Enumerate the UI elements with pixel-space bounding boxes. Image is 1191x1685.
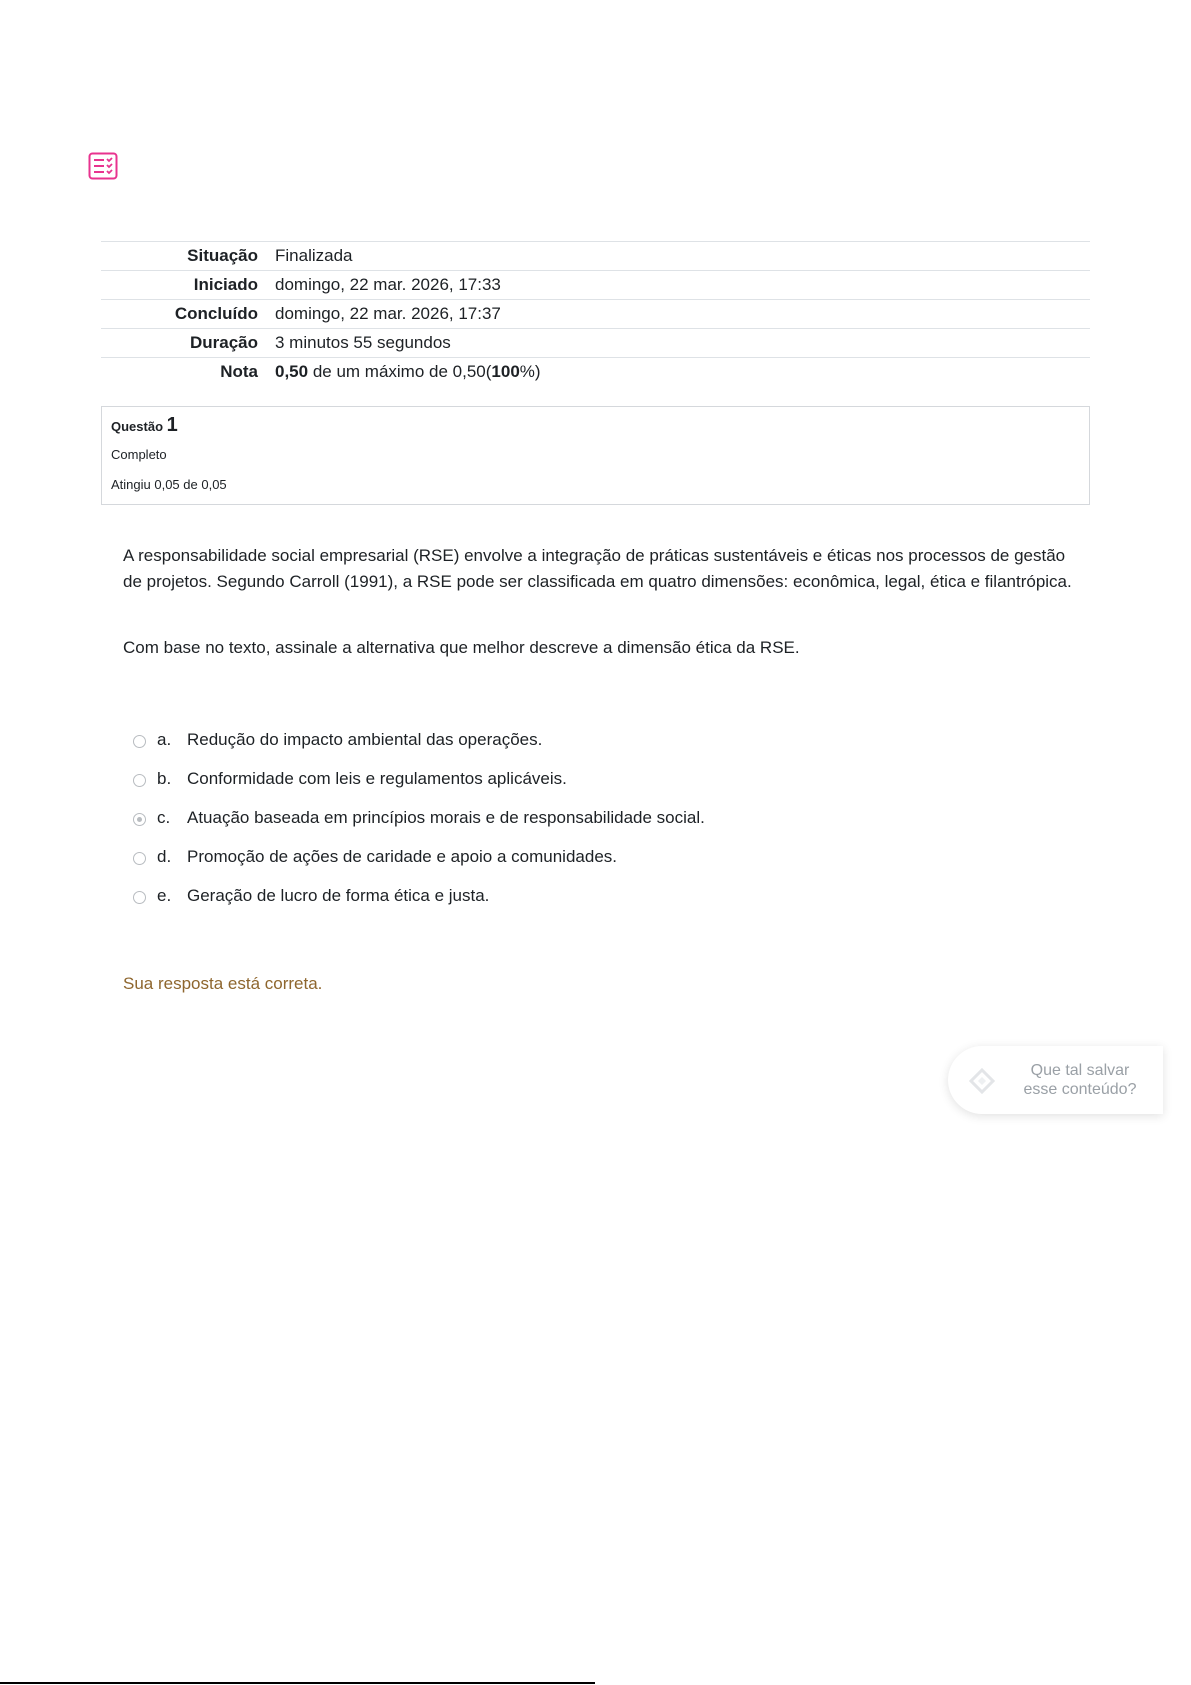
save-widget-text <box>1010 1061 1150 1099</box>
radio-button[interactable] <box>133 774 146 787</box>
question-number-value: 1 <box>166 414 178 436</box>
summary-label: Concluído <box>174 304 258 323</box>
quiz-icon <box>88 152 118 180</box>
question-state: Completo <box>111 447 167 462</box>
answer-option-e[interactable] <box>130 884 1030 923</box>
summary-row-iniciado <box>101 271 1090 300</box>
answer-text: Geração de lucro de forma ética e justa. <box>187 886 490 905</box>
summary-label: Duração <box>189 333 258 352</box>
question-info <box>101 406 1090 505</box>
radio-button[interactable] <box>133 852 146 865</box>
summary-value: domingo, 22 mar. 2026, 17:33 <box>275 275 501 294</box>
summary-row-concluido <box>101 300 1090 329</box>
summary-row-nota <box>101 358 1090 387</box>
grade-middle: de um máximo de 0,50( <box>308 362 492 381</box>
answer-list <box>130 728 1030 923</box>
save-widget-line1: Que tal salvar <box>1030 1062 1130 1079</box>
question-text: A responsabilidade social empresarial (RSE) envolve a integração de práticas sustentáveis e éticas nos processos de gestão de projetos. Segundo Carroll (1991), a RSE pode ser classificada em quatro dimensões: econômica, legal, ética e filantrópica. <box>123 546 1072 591</box>
question-number <box>111 414 178 437</box>
grade-score: 0,50 <box>275 362 309 381</box>
answer-text: Conformidade com leis e regulamentos aplicáveis. <box>187 769 567 788</box>
attempt-summary <box>101 241 1090 386</box>
grade-suffix: %) <box>519 362 541 381</box>
answer-text: Atuação baseada em princípios morais e de responsabilidade social. <box>187 808 705 827</box>
summary-value: 3 minutos 55 segundos <box>275 333 451 352</box>
save-content-widget[interactable] <box>948 1046 1163 1114</box>
question-prompt: Com base no texto, assinale a alternativa que melhor descreve a dimensão ética da RSE. <box>123 638 800 657</box>
save-widget-line2: esse conteúdo? <box>1023 1081 1137 1098</box>
answer-option-c[interactable] <box>130 806 1030 845</box>
summary-row-situacao <box>101 242 1090 271</box>
answer-option-a[interactable] <box>130 728 1030 767</box>
answer-text: Redução do impacto ambiental das operações. <box>187 730 543 749</box>
answer-feedback: Sua resposta está correta. <box>123 974 323 993</box>
radio-button[interactable] <box>133 891 146 904</box>
summary-value: domingo, 22 mar. 2026, 17:37 <box>275 304 501 323</box>
answer-text: Promoção de ações de caridade e apoio a comunidades. <box>187 847 618 866</box>
radio-button-selected[interactable] <box>133 813 146 826</box>
question-grade: Atingiu 0,05 de 0,05 <box>111 477 227 492</box>
answer-letter: e. <box>157 886 172 905</box>
answer-letter: a. <box>157 730 172 749</box>
grade-value <box>275 358 1090 387</box>
summary-label: Situação <box>187 246 258 265</box>
answer-letter: c. <box>157 808 171 827</box>
question-prefix: Questão <box>111 419 164 434</box>
answer-letter: d. <box>157 847 172 866</box>
summary-value: Finalizada <box>275 246 353 265</box>
radio-button[interactable] <box>133 735 146 748</box>
summary-label: Nota <box>220 362 258 381</box>
save-icon <box>968 1067 996 1095</box>
answer-option-b[interactable] <box>130 767 1030 806</box>
summary-label: Iniciado <box>193 275 258 294</box>
page-bottom-rule <box>0 1682 595 1684</box>
answer-letter: b. <box>157 769 172 788</box>
answer-option-d[interactable] <box>130 845 1030 884</box>
grade-percent: 100 <box>491 362 520 381</box>
summary-row-duracao <box>101 329 1090 358</box>
